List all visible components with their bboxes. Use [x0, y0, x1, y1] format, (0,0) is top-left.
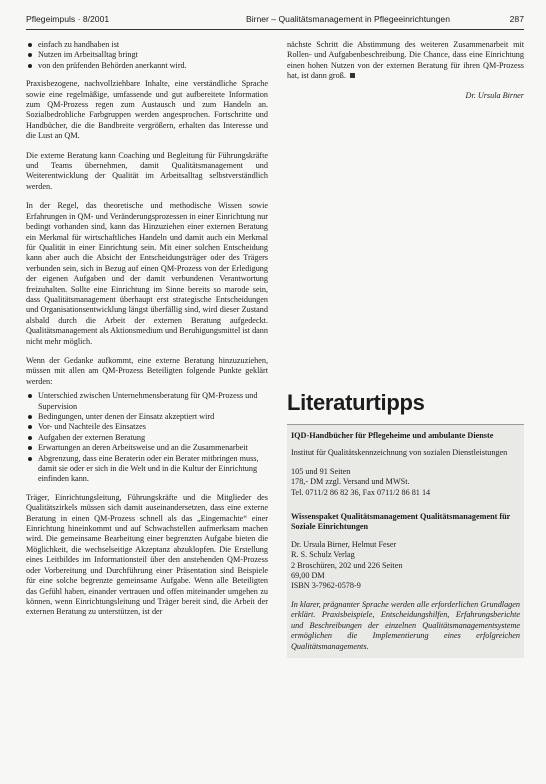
lit-pages: 105 und 91 Seiten — [291, 466, 351, 476]
end-mark-icon — [350, 73, 355, 78]
lit-price: 69,00 DM — [291, 571, 325, 581]
lit-publisher: Institut für Qualitätskennzeichnung von sozialen Dienstleistungen — [291, 448, 508, 458]
body-paragraph: Träger, Einrichtungsleitung, Führungskräfte und die Mitglieder des Qualitätszirkels müssen sich damit auseinandersetzen, dass eine externe Beratung in einen QM-Prozess schnell als das „Eingemachte“ einer Einrichtung hineinkommt und auf Schwachstellen aufmerksam machen wird. Die gemeinsame Bearbeitung einer begrenzten Aufgabe bieten die Möglichkeit, die wechselseitige Akzeptanz abzuklopfen. Die Erstellung eines Leitbildes im Informationsteil über den anstehenden QM-Prozess oder Vorbereitung und Durchführung einer Präsentation sind Beispiele für eine solche begrenzte gemeinsame Aufgabe. Wenn alle Beteiligten das Gefühl haben, einander vertrauen und offen miteinander umgehen zu können, wenn Einrichtungsleitung und Träger bereit sind, die Arbeit der externen Beratung zu unterstützen, ist der — [26, 492, 268, 617]
lit-authors: Dr. Ursula Birner, Helmut Feser — [291, 539, 397, 549]
lit-isbn: ISBN 3-7962-0578-9 — [291, 581, 361, 591]
list-item: einfach zu handhaben ist — [26, 40, 268, 50]
journal-name: Pflegeimpuls · 8/2001 — [26, 14, 110, 24]
body-paragraph: Wenn der Gedanke aufkommt, eine externe Beratung hinzuzuziehen, müssen mit allen am QM-Prozess Beteiligten folgende Punkte geklärt werden: — [26, 355, 268, 386]
header-rule — [26, 29, 524, 30]
list-item: Nutzen im Arbeitsalltag bringt — [26, 50, 268, 60]
lit-item-heading: IQD-Handbücher für Pflegeheime und ambulante Dienste — [291, 431, 494, 440]
lit-contact: Tel. 0711/2 86 82 36, Fax 0711/2 86 81 14 — [291, 487, 431, 497]
list-item: Abgrenzung, dass eine Beraterin oder ein Berater mitbringen muss, damit sie oder er sich in die Welt und in die Kultur der Einrichtung einfinden kann. — [26, 454, 268, 485]
literature-list — [287, 424, 524, 658]
lit-description: In klarer, prägnanter Sprache werden alle erforderlichen Grundlagen erklärt. Praxisbeispiele, Entscheidungshilfen, Erfahrungsberichte und Beschreibungen der einzelnen Qualitätsmanagementsysteme ermöglichen die Implementierung eines erfolgreichen Qualitätsmanagements. — [291, 599, 520, 651]
body-paragraph: nächste Schritt die Abstimmung des weiteren Zusammenarbeit mit Rollen- und Aufgabenbeschreibung. Die Chance, dass eine Einrichtung einen hohen Nutzen von der externen Beratung für ihren QM-Prozess hat, ist dann groß. — [287, 40, 524, 81]
author-signature: Dr. Ursula Birner — [465, 90, 524, 100]
literature-title: Literaturtipps — [287, 390, 425, 415]
list-item: Bedingungen, unter denen der Einsatz akzeptiert wird — [26, 412, 268, 422]
literature-box — [287, 390, 524, 658]
page-number: 287 — [509, 14, 524, 24]
bullet-list-top — [26, 40, 268, 71]
lit-pages: 2 Broschüren, 202 und 226 Seiten — [291, 560, 403, 570]
running-title: Birner – Qualitätsmanagement in Pflegeeinrichtungen — [246, 14, 450, 24]
list-item: Vor- und Nachteile des Einsatzes — [26, 422, 268, 432]
lit-item-heading: Wissenspaket Qualitätsmanagement Qualitätsmanagement für Soziale Einrichtungen — [291, 512, 511, 532]
lit-publisher: R. S. Schulz Verlag — [291, 550, 355, 560]
running-header — [26, 14, 524, 28]
body-paragraph: Die externe Beratung kann Coaching und Begleitung für Führungskräfte und Teams übernehmen, damit Qualitätsmanagement und Weiterentwicklung der Qualität im Arbeitsalltag selbstverständlich werden. — [26, 150, 268, 191]
list-item: Unterschied zwischen Unternehmensberatung für QM-Prozess und Supervision — [26, 391, 268, 412]
lit-price: 178,- DM zzgl. Versand und MWSt. — [291, 477, 410, 487]
right-column — [287, 40, 524, 100]
bullet-list-mid — [26, 391, 268, 485]
list-item: Aufgaben der externen Beratung — [26, 433, 268, 443]
list-item: von den prüfenden Behörden anerkannt wird. — [26, 61, 268, 71]
body-paragraph: Praxisbezogene, nachvollziehbare Inhalte, eine verständliche Sprache sowie eine regelmäßige, umfassende und gut aufbereitete Information zum QM-Prozess regen zum Austausch und zum Handeln an. Sozialbedrohliche Farbgruppen werden angesprochen. Fortschritte und Handbücher, die die Bandbreite vergrößern, erhalten das Interesse und die Lust an QM. — [26, 79, 268, 141]
body-paragraph: In der Regel, das theoretische und methodische Wissen sowie Erfahrungen in QM- und Veränderungsprozessen in einer Einrichtung nur bedingt vorhanden sind, kann das Hinzuziehen einer externen Beratung ein Merkmal für wirtschaftliches Handeln und damit auch ein Merkmal für Qualität in einer Einrichtung sein. Mit einer solchen Entscheidung kann aber auch die Absicht der Entscheidungsträger oder des Trägers verbunden sein, sich in Bezug auf einen QM-Prozess von der Erledigung der eigenen Aufgaben und der damit verbundenen Verantwortung freizuhalten. Sollte eine Einrichtung im Sinne bereits so marode sein, dass Qualitätsmanagement überhaupt erst strategische Entscheidungen und Organisationsentwicklung längst überfällig sind, wird dieser Zustand alsbald durch die Arbeit der externen Beratung aufgedeckt. Qualitätsmanagement als Aktionsmedium und Beruhigungsmittel ist dann nicht mehr möglich. — [26, 201, 268, 346]
left-column — [26, 40, 268, 627]
list-item: Erwartungen an deren Arbeitsweise und an die Zusammenarbeit — [26, 443, 268, 453]
